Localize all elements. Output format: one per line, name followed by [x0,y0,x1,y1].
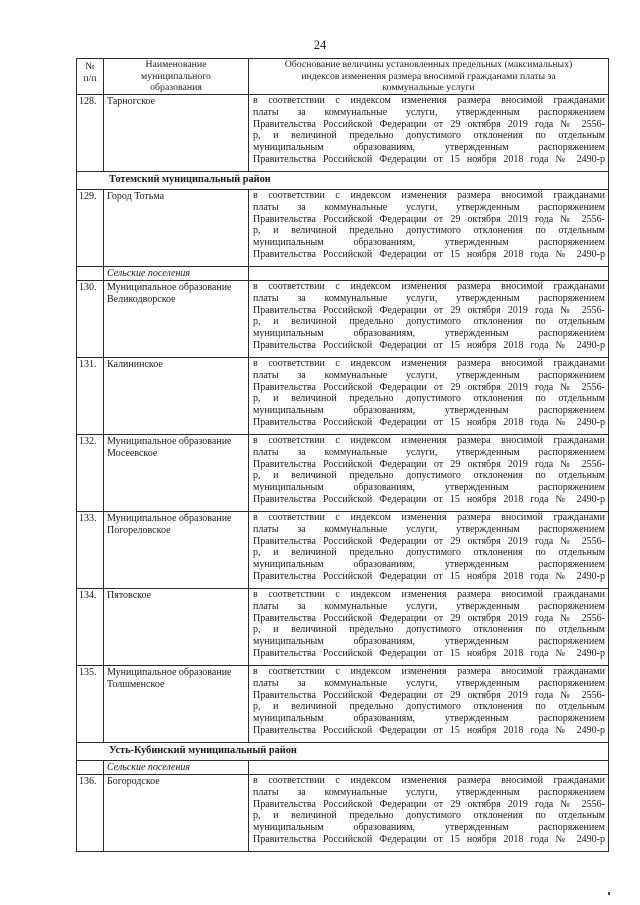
justification-line: в соответствии с индексом изменения размера вносимой гражданами [253,775,605,786]
row-number: 131. [77,358,104,435]
municipality-name-line: Муниципальное образование [107,436,232,447]
settlement-heading: Сельские поселения [104,267,249,281]
justification-line: платы за коммунальные услуги, утвержденным распоряжением [253,201,605,213]
municipality-name [104,281,249,358]
municipality-name [104,95,249,172]
justification-line: Правительства Российской Федерации от 15 ноября 2018 года № 2490-р [253,724,605,736]
header-justification-line2: индексов изменения размера вносимой гражданами платы за [301,70,556,82]
row-number: 129. [77,190,104,267]
header-name-line3: образования [150,82,202,93]
header-number [77,59,104,95]
municipality-name-line: Муниципальное образование [107,513,232,524]
justification-line: в соответствии с индексом изменения размера вносимой гражданами [253,95,605,106]
justification-line: в соответствии с индексом изменения размера вносимой гражданами [253,281,605,292]
municipality-name-line: Город Тотьма [107,191,165,202]
justification-line: Правительства Российской Федерации от 15 ноября 2018 года № 2490-р [253,647,605,659]
table-row [77,775,609,852]
justification-line: р, и величиной предельно допустимого отклонения по отдельным [253,624,605,636]
row-number: 133. [77,512,104,589]
header-justification [249,59,609,95]
settlement-heading-row [77,267,609,281]
justification-line: платы за коммунальные услуги, утвержденным распоряжением [253,369,605,381]
page-number: 24 [313,38,327,52]
table-header-row [77,59,609,95]
municipality-name-line: Великодворское [107,294,176,305]
justification-text [249,95,609,172]
header-name [104,59,249,95]
municipality-name [104,435,249,512]
municipality-name-line: Тарногское [107,96,156,107]
justification-line: р, и величиной предельно допустимого отклонения по отдельным [253,547,605,559]
header-number-line2: п/п [83,72,97,84]
justification-line: платы за коммунальные услуги, утвержденным распоряжением [253,786,605,798]
justification-line: платы за коммунальные услуги, утвержденным распоряжением [253,292,605,304]
justification-text [249,358,609,435]
settlement-justification-cell [249,761,609,775]
municipality-name-line: Калининское [107,359,163,370]
table-body [77,95,609,852]
justification-line: Правительства Российской Федерации от 15 ноября 2018 года № 2490-р [253,493,605,505]
justification-line: муниципальным образованиям, утвержденным распоряжением [253,328,605,340]
justification-line: Правительства Российской Федерации от 15 ноября 2018 года № 2490-р [253,833,605,845]
table-row [77,281,609,358]
justification-line: Правительства Российской Федерации от 15 ноября 2018 года № 2490-р [253,153,605,165]
justification-text [249,281,609,358]
justification-line: платы за коммунальные услуги, утвержденным распоряжением [253,600,605,612]
justification-line: платы за коммунальные услуги, утвержденным распоряжением [253,677,605,689]
justification-line: муниципальным образованиям, утвержденным распоряжением [253,237,605,249]
table-row [77,666,609,743]
table-row [77,512,609,589]
municipality-name [104,190,249,267]
header-name-line2: муниципального [141,70,211,82]
settlement-number-cell [77,761,104,775]
justification-line: Правительства Российской Федерации от 15 ноября 2018 года № 2490-р [253,416,605,428]
justification-line: р, и величиной предельно допустимого отклонения по отдельным [253,316,605,328]
justification-line: р, и величиной предельно допустимого отклонения по отдельным [253,130,605,142]
justification-text [249,512,609,589]
justification-line: Правительства Российской Федерации от 29 октября 2019 года № 2556- [253,213,605,225]
municipality-name [104,775,249,852]
district-heading-row [77,172,609,190]
justification-line: Правительства Российской Федерации от 15 ноября 2018 года № 2490-р [253,339,605,351]
justification-line: Правительства Российской Федерации от 29 октября 2019 года № 2556- [253,304,605,316]
row-number: 128. [77,95,104,172]
header-justification-line3: коммунальные услуги [382,82,475,93]
district-heading: Усть-Кубинский муниципальный район [77,743,609,761]
row-number: 136. [77,775,104,852]
justification-line: р, и величиной предельно допустимого отклонения по отдельным [253,470,605,482]
municipality-name-line: Богородское [107,776,160,787]
justification-text [249,190,609,267]
justification-line: платы за коммунальные услуги, утвержденным распоряжением [253,446,605,458]
justification-line: в соответствии с индексом изменения размера вносимой гражданами [253,435,605,446]
district-heading: Тотемский муниципальный район [77,172,609,190]
header-number-line1: № [85,61,95,72]
municipality-name-line: Муниципальное образование [107,667,232,678]
municipality-name [104,666,249,743]
justification-line: муниципальным образованиям, утвержденным распоряжением [253,142,605,154]
table-row [77,95,609,172]
district-heading-row [77,743,609,761]
settlement-heading-row [77,761,609,775]
municipality-name-line: Муниципальное образование [107,282,232,293]
row-number: 132. [77,435,104,512]
justification-text [249,666,609,743]
justification-line: муниципальным образованиям, утвержденным распоряжением [253,713,605,725]
table-row [77,190,609,267]
justification-line: муниципальным образованиям, утвержденным распоряжением [253,405,605,417]
settlement-heading: Сельские поселения [104,761,249,775]
municipality-name [104,589,249,666]
justification-line: в соответствии с индексом изменения размера вносимой гражданами [253,666,605,677]
justification-line: в соответствии с индексом изменения размера вносимой гражданами [253,589,605,600]
justification-line: Правительства Российской Федерации от 15 ноября 2018 года № 2490-р [253,248,605,260]
justification-text [249,589,609,666]
municipality-name [104,512,249,589]
row-number: 135. [77,666,104,743]
justification-text [249,775,609,852]
justification-line: Правительства Российской Федерации от 29 октября 2019 года № 2556- [253,118,605,130]
justification-line: Правительства Российской Федерации от 15 ноября 2018 года № 2490-р [253,570,605,582]
justification-line: муниципальным образованиям, утвержденным распоряжением [253,482,605,494]
justification-line: р, и величиной предельно допустимого отклонения по отдельным [253,393,605,405]
municipality-name [104,358,249,435]
page-edge-mark [608,892,610,895]
justification-text [249,435,609,512]
justification-line: Правительства Российской Федерации от 29 октября 2019 года № 2556- [253,689,605,701]
justification-line: р, и величиной предельно допустимого отклонения по отдельным [253,225,605,237]
table-row [77,589,609,666]
justification-line: платы за коммунальные услуги, утвержденным распоряжением [253,523,605,535]
header-justification-line1: Обоснование величины установленных предельных (максимальных) [284,59,573,70]
table-row [77,358,609,435]
municipality-name-line: Толшменское [107,679,165,690]
justification-line: в соответствии с индексом изменения размера вносимой гражданами [253,358,605,369]
municipality-name-line: Погореловское [107,525,171,536]
settlement-number-cell [77,267,104,281]
justification-line: Правительства Российской Федерации от 29 октября 2019 года № 2556- [253,798,605,810]
justification-line: Правительства Российской Федерации от 29 октября 2019 года № 2556- [253,535,605,547]
justification-line: муниципальным образованиям, утвержденным распоряжением [253,636,605,648]
municipality-name-line: Мосеевское [107,448,158,459]
justification-line: платы за коммунальные услуги, утвержденным распоряжением [253,106,605,118]
municipality-name-line: Пятовское [107,590,152,601]
indices-table [76,58,609,852]
row-number: 130. [77,281,104,358]
settlement-justification-cell [249,267,609,281]
justification-line: в соответствии с индексом изменения размера вносимой гражданами [253,190,605,201]
justification-line: р, и величиной предельно допустимого отклонения по отдельным [253,810,605,822]
justification-line: муниципальным образованиям, утвержденным распоряжением [253,559,605,571]
justification-line: Правительства Российской Федерации от 29 октября 2019 года № 2556- [253,458,605,470]
justification-line: Правительства Российской Федерации от 29 октября 2019 года № 2556- [253,381,605,393]
justification-line: в соответствии с индексом изменения размера вносимой гражданами [253,512,605,523]
row-number: 134. [77,589,104,666]
justification-line: Правительства Российской Федерации от 29 октября 2019 года № 2556- [253,612,605,624]
justification-line: муниципальным образованиям, утвержденным распоряжением [253,822,605,834]
table-row [77,435,609,512]
justification-line: р, и величиной предельно допустимого отклонения по отдельным [253,701,605,713]
header-name-line1: Наименование [145,59,207,70]
